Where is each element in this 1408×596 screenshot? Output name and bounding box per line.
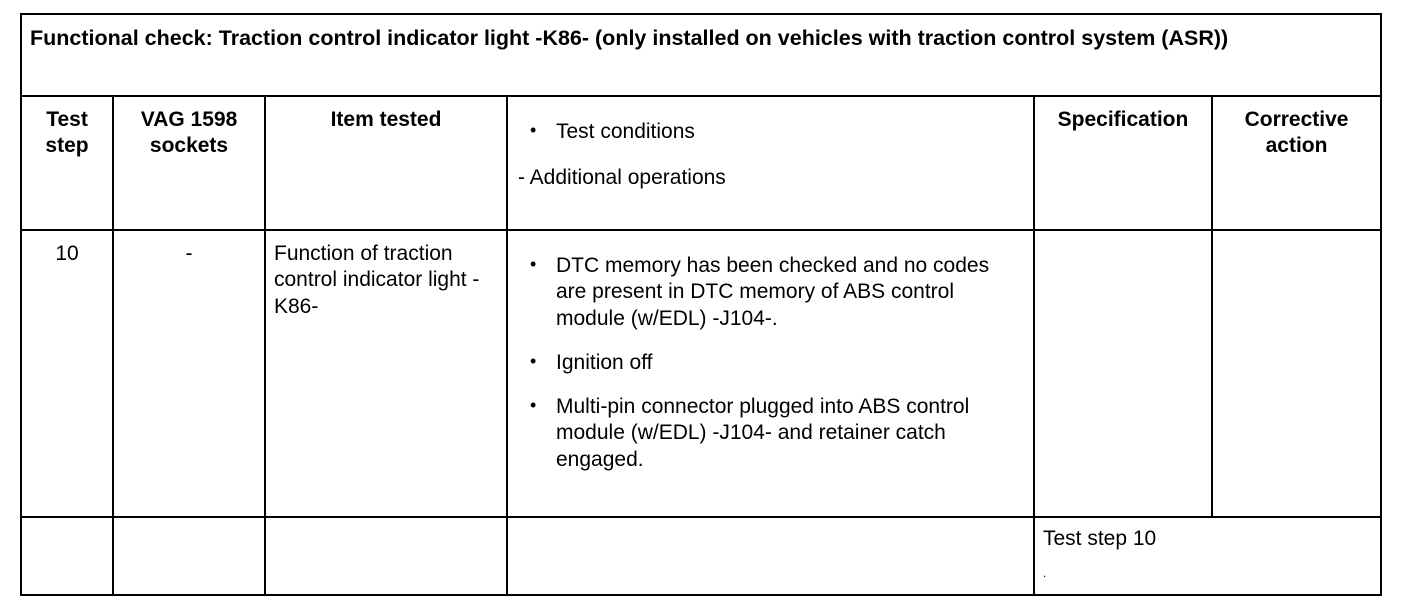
cell-next-step [1034, 517, 1212, 595]
header-test-conditions: Test conditions [556, 120, 695, 143]
condition-item [518, 350, 1023, 376]
next-step-text: Test step 10 [1043, 527, 1157, 550]
header-item-tested: Item tested [265, 96, 507, 230]
bullet-icon: • [530, 350, 537, 371]
header-specification: Specification [1034, 96, 1212, 230]
table-row [21, 517, 1381, 595]
cell-empty [265, 517, 507, 595]
functional-check-table [20, 13, 1382, 596]
header-conditions [507, 96, 1034, 230]
header-test-step: Test step [21, 96, 113, 230]
cell-corrective-action [1212, 230, 1381, 517]
header-additional-operations: - Additional operations [518, 166, 726, 190]
header-row [21, 96, 1381, 230]
bullet-icon: • [530, 254, 537, 274]
trailing-mark: . [1043, 566, 1047, 581]
table-title: Functional check: Traction control indicator light -K86- (only installed on vehicles with traction control system (ASR)) [21, 14, 1381, 96]
bullet-icon: • [530, 120, 537, 140]
header-sockets: VAG 1598 sockets [113, 96, 265, 230]
cell-sockets: - [113, 230, 265, 517]
cell-conditions [507, 230, 1034, 517]
condition-item [518, 253, 1023, 332]
condition-text: DTC memory has been checked and no codes are present in DTC memory of ABS control module (w/EDL) -J104-. [556, 254, 990, 330]
cell-item-tested: Function of traction control indicator light -K86- [265, 230, 507, 517]
table-row [21, 230, 1381, 517]
cell-empty [113, 517, 265, 595]
cell-specification [1034, 230, 1212, 517]
cell-empty [507, 517, 1034, 595]
cell-empty [21, 517, 113, 595]
bullet-icon: • [530, 395, 537, 415]
condition-text: Multi-pin connector plugged into ABS control module (w/EDL) -J104- and retainer catch engaged. [556, 395, 970, 471]
header-corrective-action: Corrective action [1212, 96, 1381, 230]
cell-empty [1212, 517, 1381, 595]
cell-test-step: 10 [21, 230, 113, 517]
condition-text: Ignition off [556, 350, 653, 374]
header-conditions-bullet-line [518, 119, 1023, 145]
condition-item [518, 394, 1023, 473]
